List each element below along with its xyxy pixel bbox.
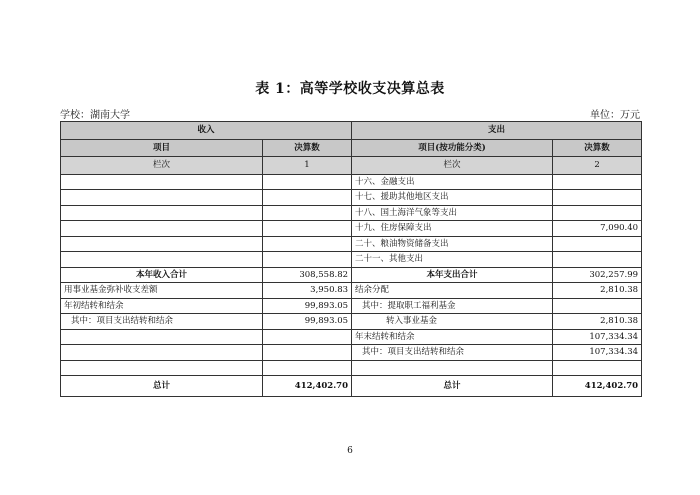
- table-row: [61, 252, 642, 268]
- income-item: [61, 221, 263, 237]
- expense-amount: 107,334.34: [553, 345, 642, 361]
- expense-amount: 2,810.38: [553, 314, 642, 330]
- income-item-header: 项目: [61, 139, 263, 157]
- income-amount: [263, 174, 352, 190]
- expense-grand-total: 412,402.70: [553, 376, 642, 397]
- annual-income-total: 308,558.82: [263, 267, 352, 283]
- income-header: 收入: [61, 122, 352, 140]
- school-label: 学校：湖南大学: [60, 110, 130, 121]
- income-amount: [263, 205, 352, 221]
- expense-item: 转入事业基金: [352, 314, 553, 330]
- expense-amount: 7,090.40: [553, 221, 642, 237]
- expense-column-label: 栏次: [352, 157, 553, 175]
- table-row: [61, 205, 642, 221]
- expense-item: 十八、国土海洋气象等支出: [352, 205, 553, 221]
- table-row: [61, 314, 642, 330]
- expense-item: [352, 360, 553, 376]
- table-row: [61, 329, 642, 345]
- income-amount: [263, 252, 352, 268]
- income-amount: 99,893.05: [263, 314, 352, 330]
- table-row: [61, 236, 642, 252]
- expense-amount: [553, 252, 642, 268]
- table-row: [61, 298, 642, 314]
- annual-expense-total: 302,257.99: [553, 267, 642, 283]
- income-grand-total: 412,402.70: [263, 376, 352, 397]
- expense-amount: [553, 205, 642, 221]
- table-row: [61, 190, 642, 206]
- income-amount: [263, 329, 352, 345]
- expense-amount: [553, 190, 642, 206]
- income-item: [61, 360, 263, 376]
- income-item: [61, 190, 263, 206]
- expense-item: 二十一、其他支出: [352, 252, 553, 268]
- expense-amount-header: 决算数: [553, 139, 642, 157]
- expense-amount: [553, 236, 642, 252]
- expense-item: 二十、粮油物资储备支出: [352, 236, 553, 252]
- expense-amount: 2,810.38: [553, 283, 642, 299]
- income-amount: [263, 221, 352, 237]
- table-row: [61, 174, 642, 190]
- income-item: [61, 345, 263, 361]
- income-item: [61, 205, 263, 221]
- expense-item: 其中：提取职工福利基金: [352, 298, 553, 314]
- column-header-row: [61, 139, 642, 157]
- expense-amount: [553, 360, 642, 376]
- grand-total-row: [61, 376, 642, 397]
- page-number: 6: [347, 446, 353, 456]
- income-column-index: 1: [263, 157, 352, 175]
- income-amount: [263, 345, 352, 361]
- income-item: 用事业基金弥补收支差额: [61, 283, 263, 299]
- expense-item: 结余分配: [352, 283, 553, 299]
- income-amount: [263, 190, 352, 206]
- column-index-row: [61, 157, 642, 175]
- income-item: 其中：项目支出结转和结余: [61, 314, 263, 330]
- expense-amount: 107,334.34: [553, 329, 642, 345]
- annual-total-row: [61, 267, 642, 283]
- income-amount: [263, 236, 352, 252]
- expense-grand-total-label: 总计: [352, 376, 553, 397]
- table-row: [61, 360, 642, 376]
- income-column-label: 栏次: [61, 157, 263, 175]
- expense-amount: [553, 298, 642, 314]
- expense-item: 十七、援助其他地区支出: [352, 190, 553, 206]
- income-item: [61, 174, 263, 190]
- table-row: [61, 221, 642, 237]
- expense-item: 年末结转和结余: [352, 329, 553, 345]
- expense-item: 十九、住房保障支出: [352, 221, 553, 237]
- expense-item-header: 项目(按功能分类): [352, 139, 553, 157]
- annual-expense-total-label: 本年支出合计: [352, 267, 553, 283]
- table-title: 表 1：高等学校收支决算总表: [255, 81, 445, 97]
- income-grand-total-label: 总计: [61, 376, 263, 397]
- table-row: [61, 283, 642, 299]
- unit-label: 单位：万元: [590, 110, 640, 121]
- table-row: [61, 345, 642, 361]
- expense-item: 其中：项目支出结转和结余: [352, 345, 553, 361]
- expense-amount: [553, 174, 642, 190]
- income-item: [61, 236, 263, 252]
- income-amount: [263, 360, 352, 376]
- income-item: [61, 252, 263, 268]
- expense-header: 支出: [352, 122, 642, 140]
- income-item: [61, 329, 263, 345]
- budget-summary-table: [60, 121, 642, 397]
- income-item: 年初结转和结余: [61, 298, 263, 314]
- section-header-row: [61, 122, 642, 140]
- income-amount: 3,950.83: [263, 283, 352, 299]
- income-amount-header: 决算数: [263, 139, 352, 157]
- expense-column-index: 2: [553, 157, 642, 175]
- annual-income-total-label: 本年收入合计: [61, 267, 263, 283]
- expense-item: 十六、金融支出: [352, 174, 553, 190]
- income-amount: 99,893.05: [263, 298, 352, 314]
